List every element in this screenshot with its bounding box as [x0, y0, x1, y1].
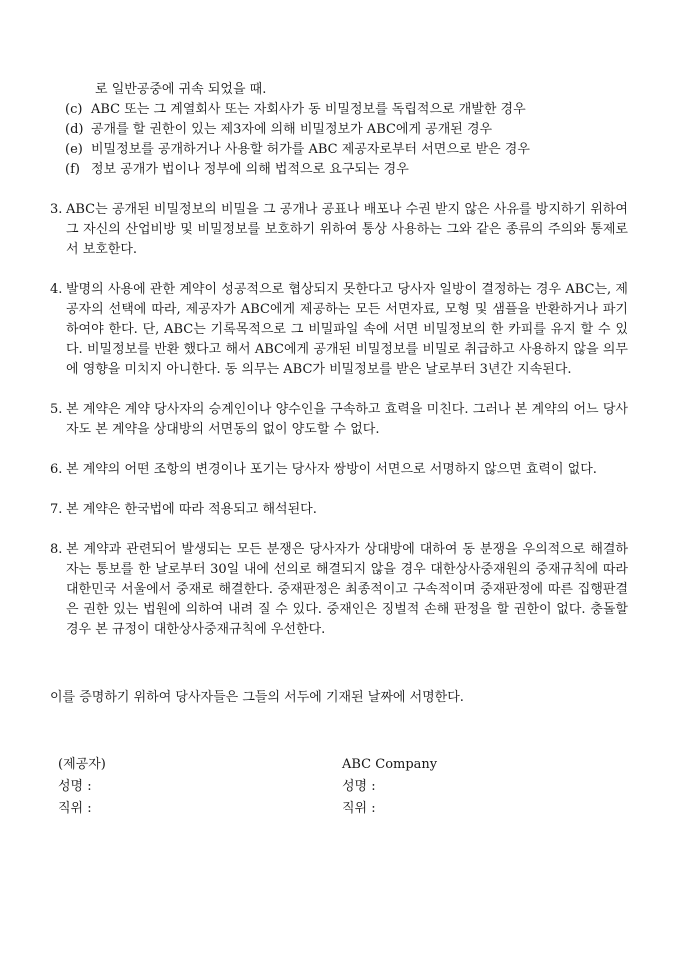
clause-text: 본 계약의 어떤 조항의 변경이나 포기는 당사자 쌍방이 서면으로 서명하지 않으면 효력이 없다. — [66, 462, 597, 477]
subclause-text: 공개를 할 권한이 있는 제3자에 의해 비밀정보가 ABC에게 공개된 경우 — [91, 122, 493, 137]
subclause-text: ABC 또는 그 계열회사 또는 자회사가 동 비밀정보를 독립적으로 개발한 경우 — [91, 102, 526, 117]
subclause-item-d — [50, 120, 628, 140]
subclause-item-c — [50, 100, 628, 120]
clause-number: 6. — [50, 462, 63, 477]
clause-text: 본 계약은 한국법에 따라 적용되고 해석된다. — [66, 502, 317, 517]
clause-3 — [50, 200, 628, 260]
signature-company-name-label: 성명 : — [342, 779, 376, 794]
clause-7 — [50, 500, 628, 520]
subclause-text: 비밀정보를 공개하거나 사용할 허가를 ABC 제공자로부터 서면으로 받은 경우 — [91, 142, 530, 157]
clause-text: ABC는 공개된 비밀정보의 비밀을 그 공개나 공표나 배포나 수권 받지 않은 사유를 방지하기 위하여 그 자신의 산업비방 및 비밀정보를 보호하기 위하여 통상 사용하는 그와 같은 종류의 주의와 통제로서 보호한다. — [66, 202, 628, 257]
subclause-label: (d) — [65, 122, 84, 137]
clause-number: 7. — [50, 502, 63, 517]
clause-number: 5. — [50, 402, 63, 417]
subclause-label: (c) — [65, 102, 83, 117]
subclause-item-f — [50, 160, 628, 180]
clause-number: 8. — [50, 542, 63, 557]
clause-text: 본 계약은 계약 당사자의 승계인이나 양수인을 구속하고 효력을 미친다. 그러나 본 계약의 어느 당사자도 본 계약을 상대방의 서면동의 없이 양도할 수 없다. — [66, 402, 628, 437]
subclause-item-e — [50, 140, 628, 160]
continuation-line: 로 일반공중에 귀속 되었을 때. — [95, 82, 267, 97]
clause-4 — [50, 280, 628, 380]
clause-number: 3. — [50, 202, 63, 217]
signature-provider-title: (제공자) — [58, 757, 106, 772]
clause-number: 4. — [50, 282, 63, 297]
signature-provider-name-label: 성명 : — [58, 779, 92, 794]
signature-company-title: ABC Company — [342, 757, 438, 772]
subclause-text: 정보 공개가 법이나 정부에 의해 법적으로 요구되는 경우 — [91, 162, 409, 177]
subclause-label: (e) — [65, 142, 83, 157]
signature-provider-position-label: 직위 : — [58, 801, 92, 816]
clause-5 — [50, 400, 628, 440]
clause-text: 발명의 사용에 관한 계약이 성공적으로 협상되지 못한다고 당사자 일방이 결정하는 경우 ABC는, 제공자의 선택에 따라, 제공자가 ABC에게 제공하는 모든 서면자료, 모형 및 샘플을 반환하거나 파기하여야 한다. 단, ABC는 기록목적으로 그 비밀파일 속에 서면 비밀정보의 한 카피를 유지 할 수 있다. 비밀정보를 반환 했다고 해서 ABC에게 공개된 비밀정보를 비밀로 취급하고 사용하지 않을 의무에 영향을 미치지 아니한다. 동 의무는 ABC가 비밀정보를 받은 날로부터 3년간 지속된다. — [66, 282, 628, 377]
signature-provider-column — [50, 754, 335, 820]
subclause-list — [50, 80, 628, 180]
clause-text: 본 계약과 관련되어 발생되는 모든 분쟁은 당사자가 상대방에 대하여 동 분쟁을 우의적으로 해결하자는 통보를 한 날로부터 30일 내에 선의로 해결되지 않을 경우 대한상사중재원의 중재규칙에 따라 대한민국 서울에서 중재로 해결한다. 중재판정은 최종적이고 구속적이며 중재판정에 따른 집행판결은 권한 있는 법원에 의하여 내려 질 수 있다. 중재인은 징벌적 손해 판정을 할 권한이 없다. 충돌할 경우 본 규정이 대한상사중재규칙에 우선한다. — [66, 542, 628, 637]
subclause-label: (f) — [65, 162, 80, 177]
signature-block — [50, 754, 628, 820]
closing-statement: 이를 증명하기 위하여 당사자들은 그들의 서두에 기재된 날짜에 서명한다. — [50, 690, 464, 705]
signature-company-position-label: 직위 : — [342, 801, 376, 816]
signature-company-column — [335, 754, 628, 820]
clause-6 — [50, 460, 628, 480]
clause-8 — [50, 540, 628, 640]
